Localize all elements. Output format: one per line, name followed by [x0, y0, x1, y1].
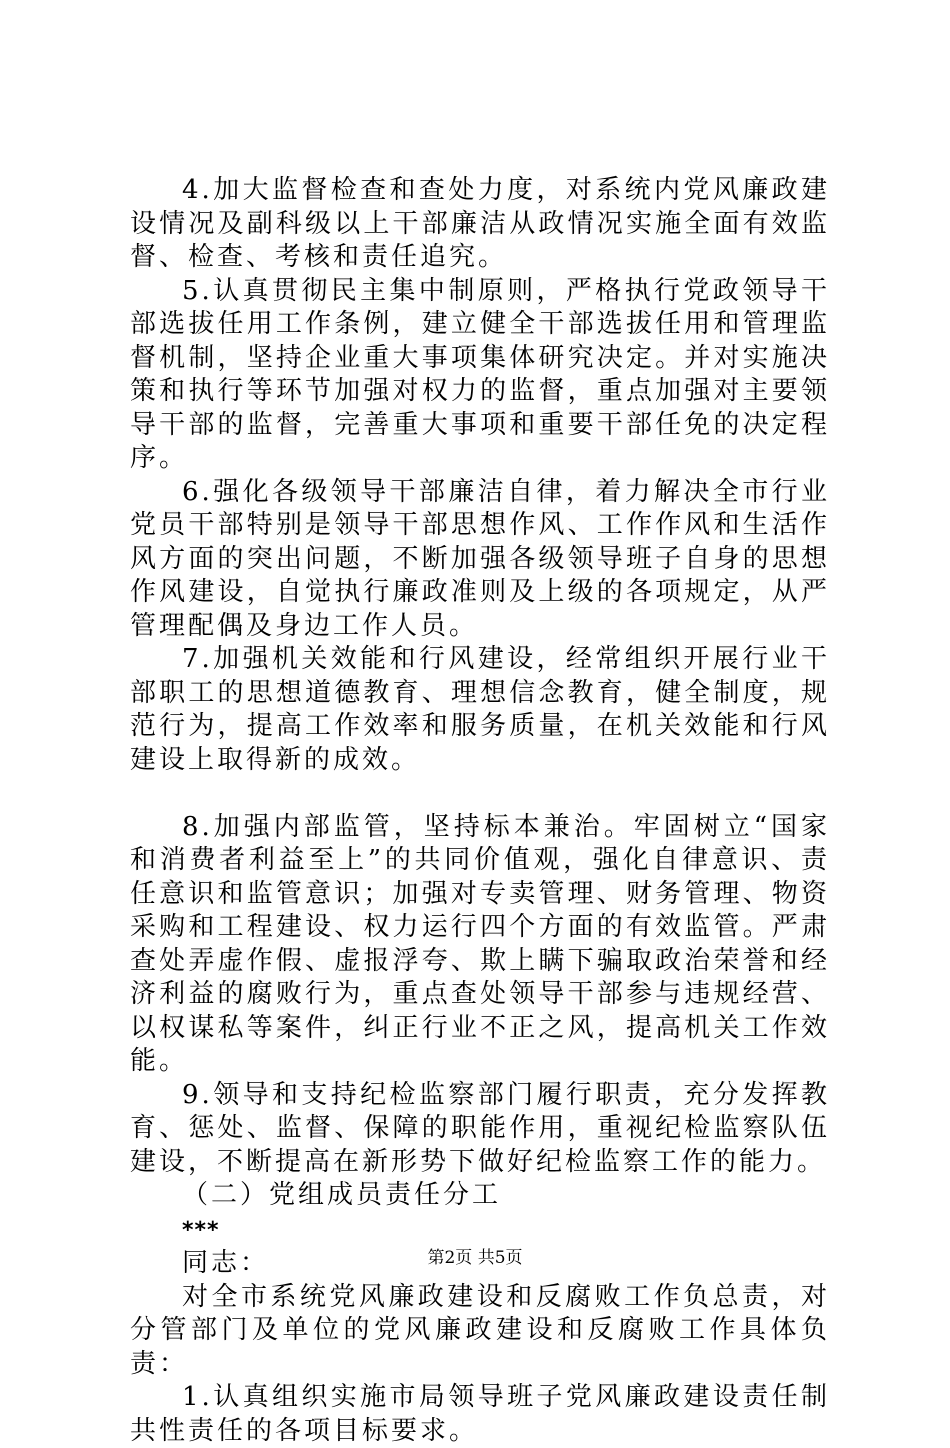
section-heading: （二）党组成员责任分工 [182, 1180, 502, 1210]
paragraph-item-4: 4.加大监督检查和查处力度，对系统内党风廉政建设情况及副科级以上干部廉洁从政情况实施全面有效监督、检查、考核和责任追究。 [130, 175, 830, 272]
member-name-text: *** [182, 1217, 220, 1243]
paragraph-item-5: 5.认真贯彻民主集中制原则，严格执行党政领导干部选拔任用工作条例，建立健全干部选拔任用和管理监督机制，坚持企业重大事项集体研究决定。并对实施决策和执行等环节加强对权力的监督，重点加强对主要领导干部的监督，完善重大事项和重要干部任免的决定程序。 [130, 275, 830, 473]
page-footer [0, 1246, 950, 1270]
member-name [130, 1213, 830, 1248]
comrade-label: 同志： [182, 1248, 270, 1278]
blank-line [130, 777, 830, 811]
paragraph-item-9: 9.领导和支持纪检监察部门履行职责，充分发挥教育、惩处、监督、保障的职能作用，重视纪检监察队伍建设，不断提高在新形势下做好纪检监察工作的能力。 [130, 1079, 830, 1177]
paragraph-item-7: 7.加强机关效能和行风建设，经常组织开展行业干部职工的思想道德教育、理想信念教育，健全制度，规范行为，提高工作效率和服务质量，在机关效能和行风建设上取得新的成效。 [130, 644, 830, 775]
paragraph-item-8: 8.加强内部监管，坚持标本兼治。牢固树立“国家和消费者利益至上”的共同价值观，强化自律意识、责任意识和监管意识；加强对专卖管理、财务管理、物资采购和工程建设、权力运行四个方面的有效监管。严肃查处弄虚作假、虚报浮夸、欺上瞒下骗取政治荣誉和经济利益的腐败行为，重点查处领导干部参与违规经营、以权谋私等案件，纠正行业不正之风，提高机关工作效能。 [130, 811, 830, 1076]
responsibility-paragraph: 对全市系统党风廉政建设和反腐败工作负总责，对分管部门及单位的党风廉政建设和反腐败工作具体负责： [130, 1281, 830, 1379]
page-indicator: 第2页 共5页 [427, 1248, 523, 1268]
responsibility-item-1: 1.认真组织实施市局领导班子党风廉政建设责任制共性责任的各项目标要求。 [130, 1382, 830, 1446]
paragraph-item-6: 6.强化各级领导干部廉洁自律，着力解决全市行业党员干部特别是领导干部思想作风、工作作风和生活作风方面的突出问题，不断加强各级领导班子自身的思想作风建设，自觉执行廉政准则及上级的各项规定，从严管理配偶及身边工作人员。 [130, 476, 830, 641]
